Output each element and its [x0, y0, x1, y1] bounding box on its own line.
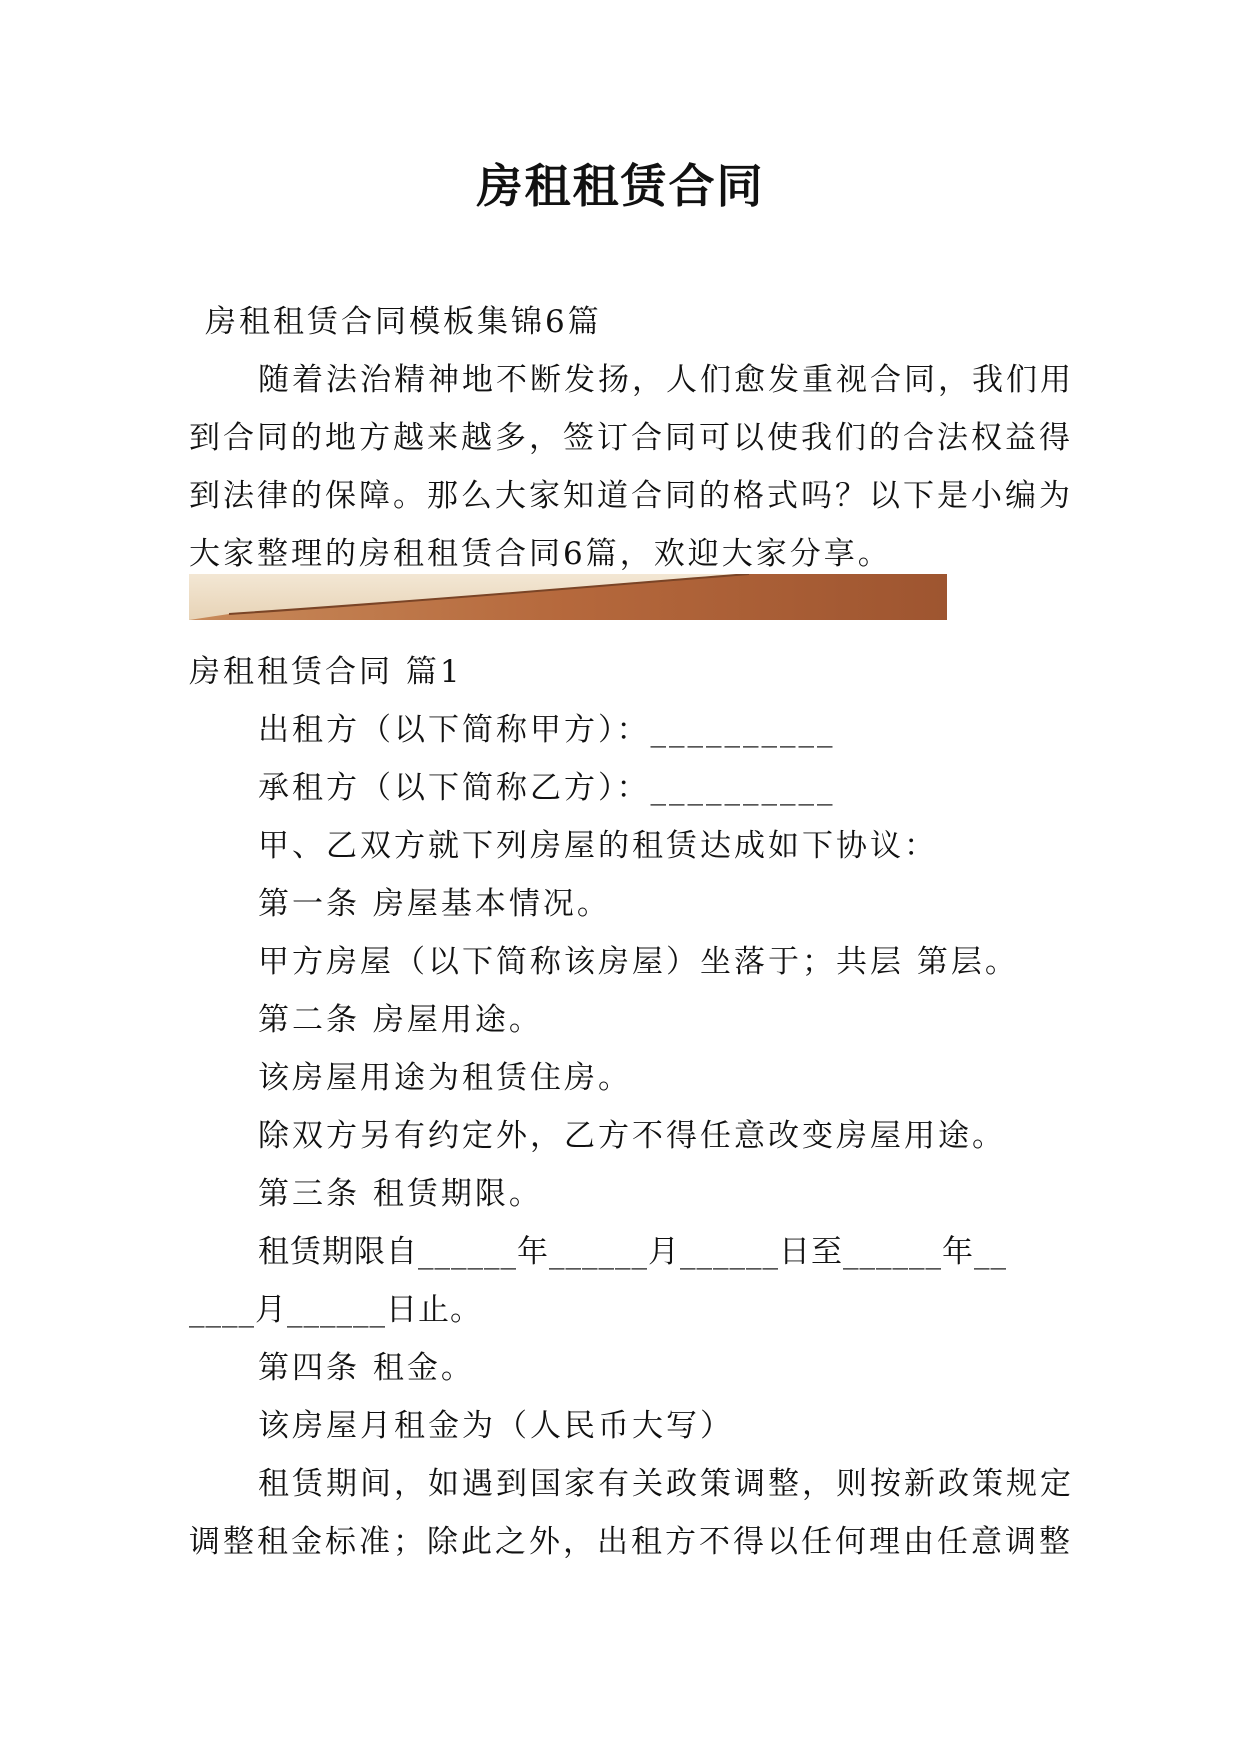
document-title: 房租租赁合同 [476, 159, 765, 213]
body-line: 租赁期限自______年______月______日至______年__ [258, 1234, 1007, 1270]
intro-line: 随着法治精神地不断发扬，人们愈发重视合同，我们用 [258, 362, 1074, 398]
decorative-photo-strip [189, 574, 947, 620]
body-line: 第四条 租金。 [258, 1350, 475, 1386]
body-line: 该房屋用途为租赁住房。 [258, 1060, 632, 1096]
intro-line: 到法律的保障。那么大家知道合同的格式吗？以下是小编为 [189, 478, 1073, 514]
intro-line: 到合同的地方越来越多，签订合同可以使我们的合法权益得 [189, 420, 1073, 456]
body-line: 第三条 租赁期限。 [258, 1176, 543, 1212]
body-line: 第一条 房屋基本情况。 [258, 886, 611, 922]
body-line: 甲方房屋（以下简称该房屋）坐落于；共层 第层。 [258, 944, 1019, 980]
body-line: 租赁期间，如遇到国家有关政策调整，则按新政策规定 [258, 1466, 1074, 1502]
document-subtitle: 房租租赁合同模板集锦6篇 [205, 304, 602, 340]
body-line: 该房屋月租金为（人民币大写） [258, 1408, 734, 1444]
body-line: 甲、乙双方就下列房屋的租赁达成如下协议： [258, 828, 938, 864]
intro-line: 大家整理的房租租赁合同6篇，欢迎大家分享。 [189, 536, 892, 572]
section-heading: 房租租赁合同 篇1 [189, 654, 463, 690]
body-line: 出租方（以下简称甲方）：__________ [258, 712, 836, 748]
body-line: 承租方（以下简称乙方）：__________ [258, 770, 836, 806]
body-line: 调整租金标准；除此之外，出租方不得以任何理由任意调整 [189, 1524, 1073, 1560]
body-line: ____月______日止。 [189, 1292, 482, 1328]
body-line: 第二条 房屋用途。 [258, 1002, 543, 1038]
body-line: 除双方另有约定外，乙方不得任意改变房屋用途。 [258, 1118, 1006, 1154]
